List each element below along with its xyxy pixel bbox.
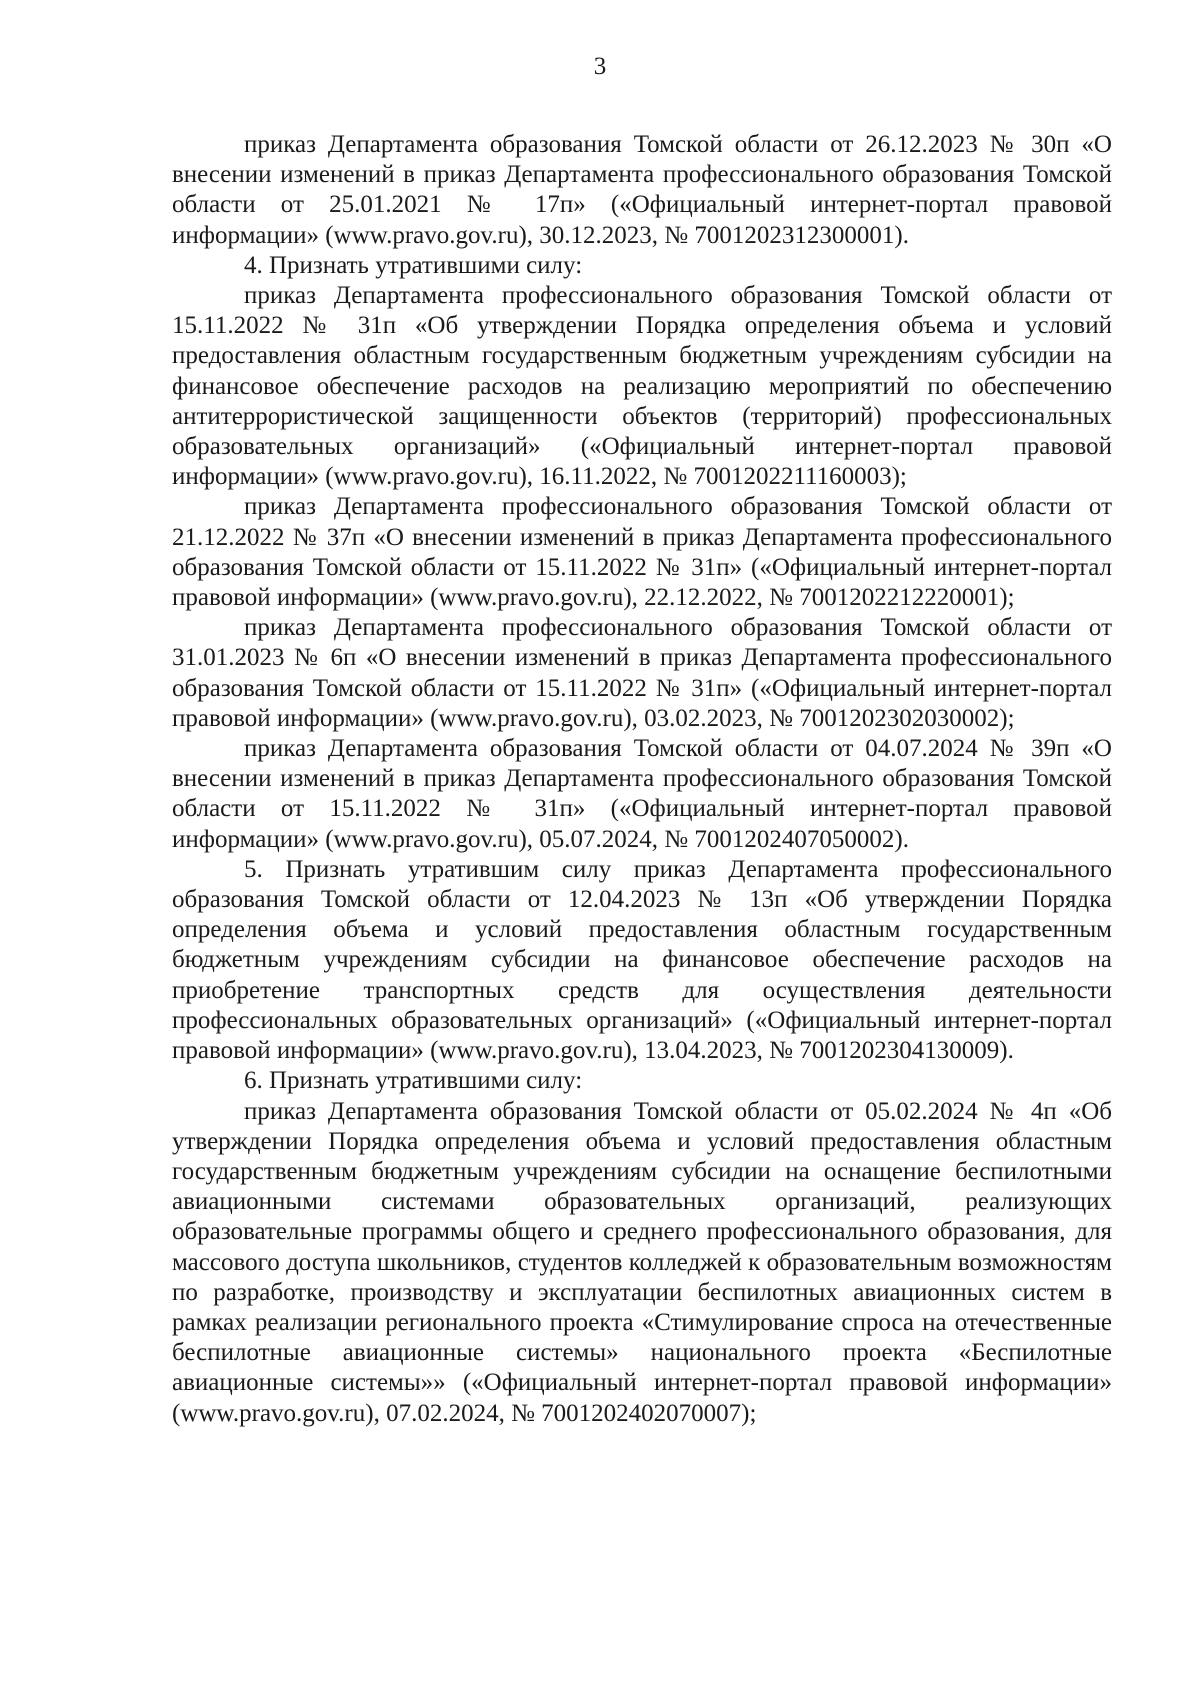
paragraph-order-39p: приказ Департамента образования Томской области от 04.07.2024 № 39п «О внесении изменений в приказ Департамента профессионального образования Томской области от 15.11.2022 № 31п» («Официальный интернет-портал правовой информации» (www.pravo.gov.ru), 05.07.2024, № 7001202407050002). (172, 735, 1112, 853)
paragraph-item-5: 5. Признать утратившим силу приказ Департамента профессионального образования Томской области от 12.04.2023 № 13п «Об утверждении Порядка определения объема и условий предоставления областным государственным бюджетным учреждениям субсидии на финансовое обеспечение расходов на приобретение транспортных средств для осуществления деятельности профессиональных образовательных организаций» («Официальный интернет-портал правовой информации» (www.pravo.gov.ru), 13.04.2023, № 7001202304130009). (172, 855, 1112, 1065)
document-body (172, 130, 1112, 1429)
paragraph-order-30p: приказ Департамента образования Томской области от 26.12.2023 № 30п «О внесении изменений в приказ Департамента профессионального образования Томской области от 25.01.2021 № 17п» («Официальный интернет-портал правовой информации» (www.pravo.gov.ru), 30.12.2023, № 7001202312300001). (172, 131, 1112, 249)
paragraph-order-4p: приказ Департамента образования Томской области от 05.02.2024 № 4п «Об утверждении Порядка определения объема и условий предоставления областным государственным бюджетным учреждениям субсидии на оснащение беспилотными авиационными системами образовательных организаций, реализующих образовательные программы общего и среднего профессионального образования, для массового доступа школьников, студентов колледжей к образовательным возможностям по разработке, производству и эксплуатации беспилотных авиационных систем в рамках реализации регионального проекта «Стимулирование спроса на отечественные беспилотные авиационные системы» национального проекта «Беспилотные авиационные системы»» («Официальный интернет-портал правовой информации» (www.pravo.gov.ru), 07.02.2024, № 7001202402070007); (172, 1097, 1112, 1427)
paragraph-item-6: 6. Признать утратившими силу: (244, 1067, 583, 1095)
paragraph-item-4: 4. Признать утратившими силу: (244, 251, 583, 279)
paragraph-order-31p: приказ Департамента профессионального образования Томской области от 15.11.2022 № 31п «Об утверждении Порядка определения объема и условий предоставления областным государственным бюджетным учреждениям субсидии на финансовое обеспечение расходов на реализацию мероприятий по обеспечению антитеррористической защищенности объектов (территорий) профессиональных образовательных организаций» («Официальный интернет-портал правовой информации» (www.pravo.gov.ru), 16.11.2022, № 7001202211160003); (172, 282, 1112, 491)
page-number: 3 (593, 53, 607, 80)
paragraph-order-37p: приказ Департамента профессионального образования Томской области от 21.12.2022 № 37п «О внесении изменений в приказ Департамента профессионального образования Томской области от 15.11.2022 № 31п» («Официальный интернет-портал правовой информации» (www.pravo.gov.ru), 22.12.2022, № 7001202212220001); (172, 493, 1112, 612)
paragraph-order-6p: приказ Департамента профессионального образования Томской области от 31.01.2023 № 6п «О внесении изменений в приказ Департамента профессионального образования Томской области от 15.11.2022 № 31п» («Официальный интернет-портал правовой информации» (www.pravo.gov.ru), 03.02.2023, № 7001202302030002); (172, 614, 1112, 732)
